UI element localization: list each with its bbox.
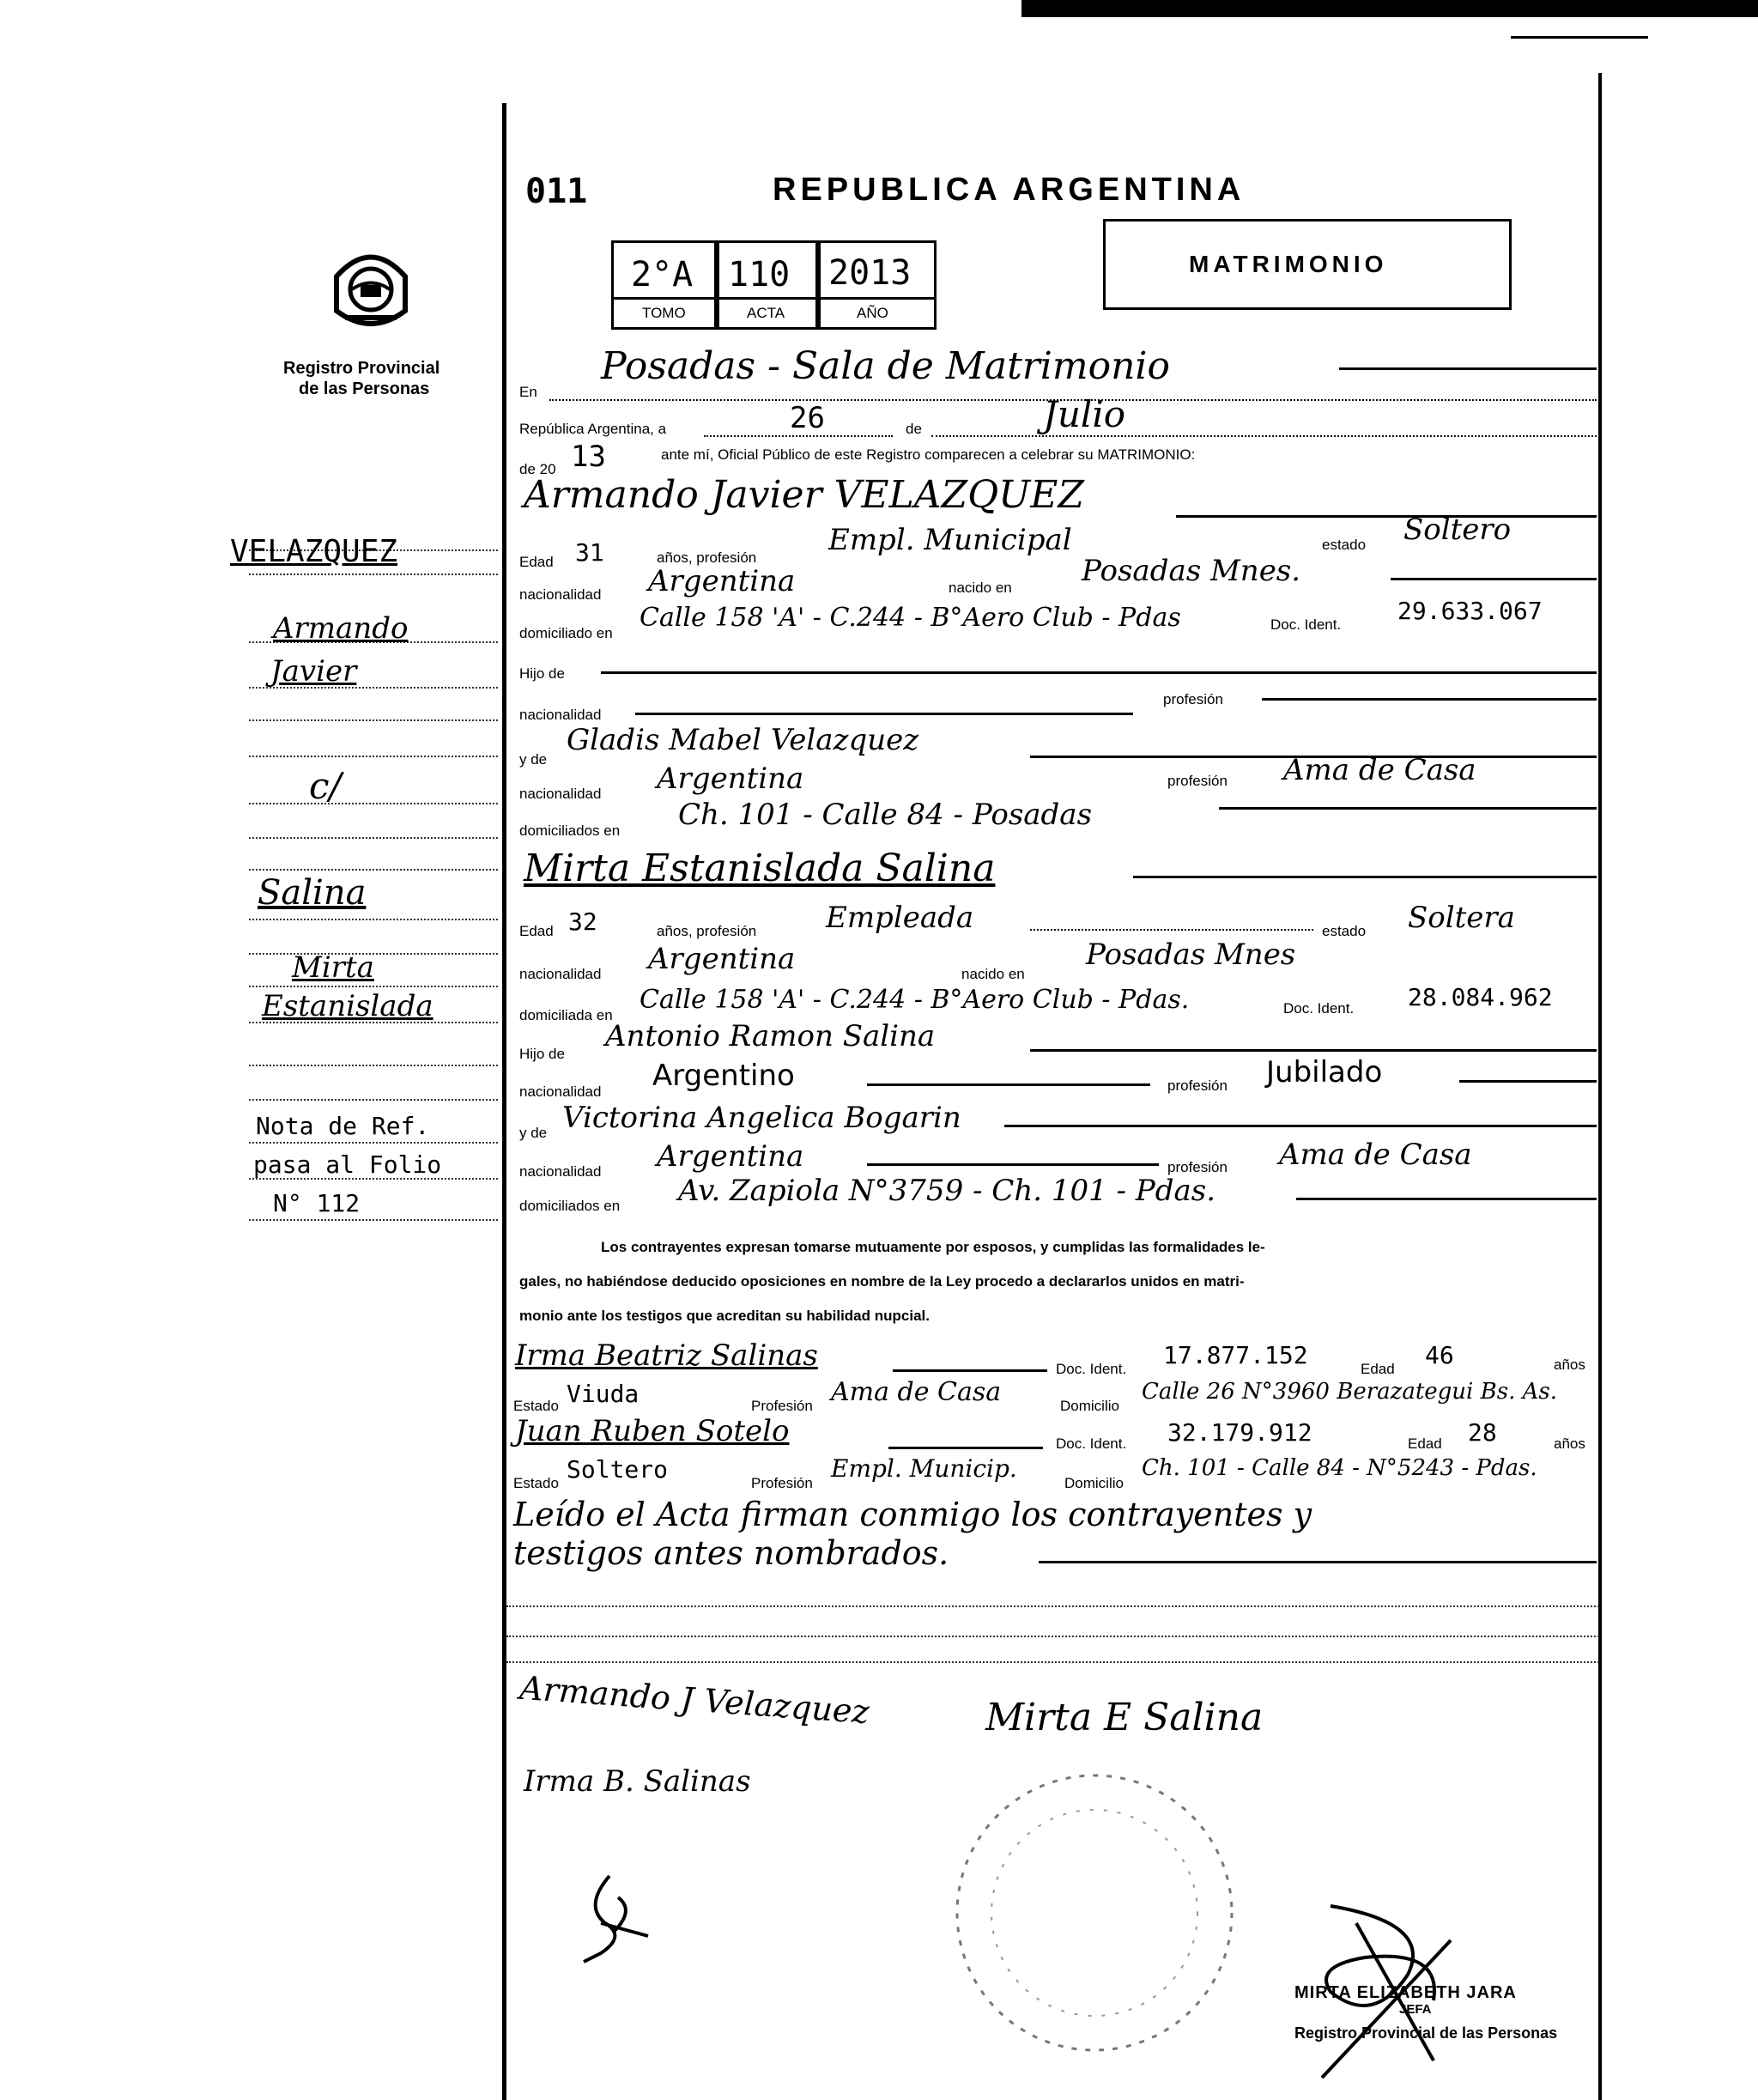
registry-logo	[319, 242, 422, 337]
declaration-line3: monio ante los testigos que acreditan su habilidad nupcial.	[519, 1308, 930, 1324]
label-doc-ident-w1: Doc. Ident.	[1056, 1361, 1127, 1377]
official-name: MIRTA ELIZABETH JARA	[1294, 1983, 1517, 2002]
bride-born-in: Posadas Mnes	[1086, 938, 1296, 972]
margin-line	[249, 756, 498, 757]
label-edad-w2: Edad	[1408, 1435, 1442, 1452]
label-de20: de 20	[519, 461, 556, 477]
margin-line	[249, 1099, 498, 1101]
label-estado-w1: Estado	[513, 1398, 559, 1414]
registry-name-line2: de las Personas	[299, 379, 430, 398]
label-doc-ident: Doc. Ident.	[1270, 616, 1342, 633]
margin-surname2: Salina	[258, 873, 367, 913]
act-number: 011	[525, 172, 588, 211]
label-estado-b: estado	[1322, 923, 1367, 939]
fill-line	[1296, 1198, 1597, 1200]
fill-line	[1030, 929, 1313, 931]
blank-line	[506, 1636, 1599, 1637]
bride-nationality: Argentina	[648, 942, 796, 976]
margin-line	[249, 919, 498, 920]
groom-mother-profession: Ama de Casa	[1283, 753, 1476, 787]
label-republica: República Argentina, a	[519, 421, 667, 437]
margin-note1: Nota de Ref.	[256, 1112, 430, 1140]
label-edad: Edad	[519, 554, 554, 570]
label-ante-mi: ante mí, Oficial Público de este Registro comparecen a celebrar su MATRIMONIO:	[661, 446, 1196, 463]
label-anos-w2: años	[1554, 1435, 1585, 1452]
fill-line	[1039, 1561, 1597, 1563]
label-hijo-de-b: Hijo de	[519, 1046, 565, 1062]
fill-line	[1030, 1049, 1597, 1052]
witness2-profession: Empl. Municip.	[831, 1454, 1017, 1483]
fill-line	[893, 1369, 1047, 1372]
fill-line	[1262, 698, 1597, 701]
witness1-status: Viuda	[567, 1380, 640, 1408]
certificate-type: MATRIMONIO	[1189, 251, 1388, 277]
label-nacionalidad-p: nacionalidad	[519, 707, 602, 723]
label-edad-b: Edad	[519, 923, 554, 939]
bride-mother: Victorina Angelica Bogarin	[562, 1101, 961, 1135]
right-page-edge	[1598, 73, 1602, 2100]
year-suffix: 13	[571, 440, 606, 474]
groom-nationality: Argentina	[648, 564, 796, 598]
groom-parents-address: Ch. 101 - Calle 84 - Posadas	[678, 798, 1093, 832]
label-nacionalidad: nacionalidad	[519, 586, 602, 603]
fill-line	[867, 1083, 1150, 1086]
label-domiciliados-en-b: domiciliados en	[519, 1198, 621, 1214]
ano-label: AÑO	[857, 305, 888, 321]
label-anos-w1: años	[1554, 1357, 1585, 1373]
groom-profession: Empl. Municipal	[828, 523, 1072, 557]
place-value: Posadas - Sala de Matrimonio	[601, 344, 1170, 388]
fill-line	[635, 713, 1133, 715]
witness2-age: 28	[1468, 1418, 1497, 1447]
bride-father-nationality: Argentino	[652, 1059, 795, 1093]
blank-line	[506, 1661, 1599, 1663]
fill-line	[1459, 1080, 1597, 1083]
fill-line	[888, 1447, 1043, 1449]
registry-name-line1: Registro Provincial	[283, 359, 440, 378]
groom-status: Soltero	[1403, 513, 1512, 547]
label-nacido-en: nacido en	[949, 580, 1012, 596]
label-y-de: y de	[519, 751, 548, 768]
bride-mother-nationality: Argentina	[657, 1139, 804, 1174]
margin-line	[249, 1065, 498, 1066]
declaration-line1: Los contrayentes expresan tomarse mutuamente por esposos, y cumplidas las formalidades le-	[601, 1239, 1265, 1255]
fill-line	[931, 435, 1597, 437]
witness1-age: 46	[1425, 1341, 1454, 1369]
label-domiciliada-en: domiciliada en	[519, 1007, 613, 1023]
label-profesion-w2: Profesión	[751, 1475, 813, 1491]
fill-line	[1219, 807, 1597, 810]
fill-line	[601, 671, 1597, 674]
witness1-doc: 17.877.152	[1163, 1341, 1308, 1369]
label-domiciliado-en: domiciliado en	[519, 625, 613, 641]
label-profesion-w1: Profesión	[751, 1398, 813, 1414]
margin-line	[249, 719, 498, 721]
margin-connector: c/	[309, 765, 342, 807]
margin-first4: Estanislada	[262, 989, 433, 1023]
official-office: Registro Provincial de las Personas	[1294, 2024, 1558, 2042]
margin-line	[249, 869, 498, 871]
fill-line	[1391, 578, 1597, 580]
bride-address: Calle 158 'A' - C.244 - B°Aero Club - Pdas.	[640, 985, 1190, 1015]
scan-edge-mark	[1021, 0, 1758, 17]
bride-father-profession: Jubilado	[1266, 1055, 1383, 1089]
label-hijo-de: Hijo de	[519, 665, 565, 682]
margin-note2: pasa al Folio	[253, 1150, 442, 1179]
left-column-rule	[502, 103, 506, 2100]
ano-value: 2013	[828, 253, 912, 293]
margin-first2: Javier	[270, 654, 357, 689]
label-estado-w2: Estado	[513, 1475, 559, 1491]
tomo-value: 2°A	[631, 255, 694, 294]
bride-father: Antonio Ramon Salina	[605, 1019, 936, 1053]
declaration-line2: gales, no habiéndose deducido oposiciones en nombre de la Ley procedo a declararlos unidos en matri-	[519, 1273, 1245, 1290]
label-nacionalidad-b: nacionalidad	[519, 966, 602, 982]
margin-line	[249, 574, 498, 575]
margin-line	[249, 1219, 498, 1221]
label-nacionalidad-bm: nacionalidad	[519, 1163, 602, 1180]
label-domiciliados-en: domiciliados en	[519, 822, 621, 839]
label-y-de-b: y de	[519, 1125, 548, 1141]
label-profesion-m: profesión	[1167, 773, 1228, 789]
scan-edge-mark	[1511, 36, 1648, 39]
acta-value: 110	[728, 255, 791, 294]
bride-profession: Empleada	[826, 901, 974, 935]
label-profesion-p: profesión	[1163, 691, 1223, 707]
groom-mother-nationality: Argentina	[657, 762, 804, 796]
groom-doc: 29.633.067	[1397, 597, 1543, 625]
label-profesion-bm: profesión	[1167, 1159, 1228, 1175]
bride-parents-address: Av. Zapiola N°3759 - Ch. 101 - Pdas.	[678, 1174, 1215, 1208]
month-value: Julio	[1043, 393, 1126, 435]
witness1-profession: Ama de Casa	[831, 1377, 1002, 1407]
fill-line	[1339, 367, 1597, 370]
witness1-name: Irma Beatriz Salinas	[515, 1338, 818, 1373]
witness2-signature-mark	[575, 1872, 652, 1966]
bride-name: Mirta Estanislada Salina	[524, 847, 996, 890]
closing-line2: testigos antes nombrados.	[513, 1534, 949, 1572]
label-nacionalidad-m: nacionalidad	[519, 786, 602, 802]
margin-line	[249, 803, 498, 804]
bride-mother-profession: Ama de Casa	[1279, 1138, 1472, 1172]
witness2-address: Ch. 101 - Calle 84 - N°5243 - Pdas.	[1142, 1455, 1537, 1481]
country-title: REPUBLICA ARGENTINA	[773, 172, 1246, 208]
fill-line	[1133, 876, 1597, 878]
groom-born-in: Posadas Mnes.	[1082, 554, 1301, 588]
groom-signature: Armando J Velazquez	[518, 1668, 870, 1732]
bride-age: 32	[568, 907, 597, 936]
label-en: En	[519, 384, 537, 400]
label-doc-ident-w2: Doc. Ident.	[1056, 1435, 1127, 1452]
box-label-divider	[611, 297, 934, 300]
margin-line	[249, 1142, 498, 1144]
witness2-doc: 32.179.912	[1167, 1418, 1312, 1447]
margin-surname: VELAZQUEZ	[230, 534, 398, 569]
fill-line	[1176, 515, 1597, 518]
day-value: 26	[790, 401, 825, 435]
groom-age: 31	[575, 538, 604, 567]
fill-line	[704, 435, 893, 437]
margin-note3: N° 112	[273, 1189, 361, 1217]
witness1-address: Calle 26 N°3960 Berazategui Bs. As.	[1142, 1379, 1557, 1405]
margin-line	[249, 837, 498, 839]
label-nacido-en-b: nacido en	[961, 966, 1025, 982]
bride-signature: Mirta E Salina	[985, 1696, 1264, 1739]
groom-mother: Gladis Mabel Velazquez	[567, 723, 919, 757]
label-profesion-bf: profesión	[1167, 1077, 1228, 1094]
bride-doc: 28.084.962	[1408, 983, 1553, 1011]
label-estado: estado	[1322, 537, 1367, 553]
fill-line	[1004, 1125, 1597, 1127]
fill-line	[867, 1163, 1159, 1166]
label-anos-profesion-b: años, profesión	[657, 923, 757, 939]
bride-status: Soltera	[1408, 901, 1515, 935]
label-domicilio-w1: Domicilio	[1060, 1398, 1119, 1414]
closing-line1: Leído el Acta firman conmigo los contrayentes y	[513, 1496, 1312, 1533]
official-role: JEFA	[1399, 2002, 1432, 2017]
witness2-name: Juan Ruben Sotelo	[515, 1414, 790, 1448]
witness-signature: Irma B. Salinas	[524, 1764, 751, 1799]
official-seal	[949, 1767, 1240, 2059]
label-domicilio-w2: Domicilio	[1064, 1475, 1124, 1491]
margin-first1: Armando	[273, 611, 409, 646]
blank-line	[506, 1605, 1599, 1607]
label-de: de	[906, 421, 922, 437]
label-anos-profesion: años, profesión	[657, 549, 757, 566]
margin-first3: Mirta	[292, 950, 374, 985]
groom-name: Armando Javier VELAZQUEZ	[524, 473, 1084, 517]
groom-address: Calle 158 'A' - C.244 - B°Aero Club - Pdas	[640, 603, 1181, 633]
tomo-label: TOMO	[642, 305, 686, 321]
acta-label: ACTA	[747, 305, 785, 321]
witness2-status: Soltero	[567, 1455, 669, 1484]
margin-line	[249, 986, 498, 987]
label-edad-w1: Edad	[1361, 1361, 1395, 1377]
label-nacionalidad-bf: nacionalidad	[519, 1083, 602, 1100]
label-doc-ident-b: Doc. Ident.	[1283, 1000, 1355, 1017]
